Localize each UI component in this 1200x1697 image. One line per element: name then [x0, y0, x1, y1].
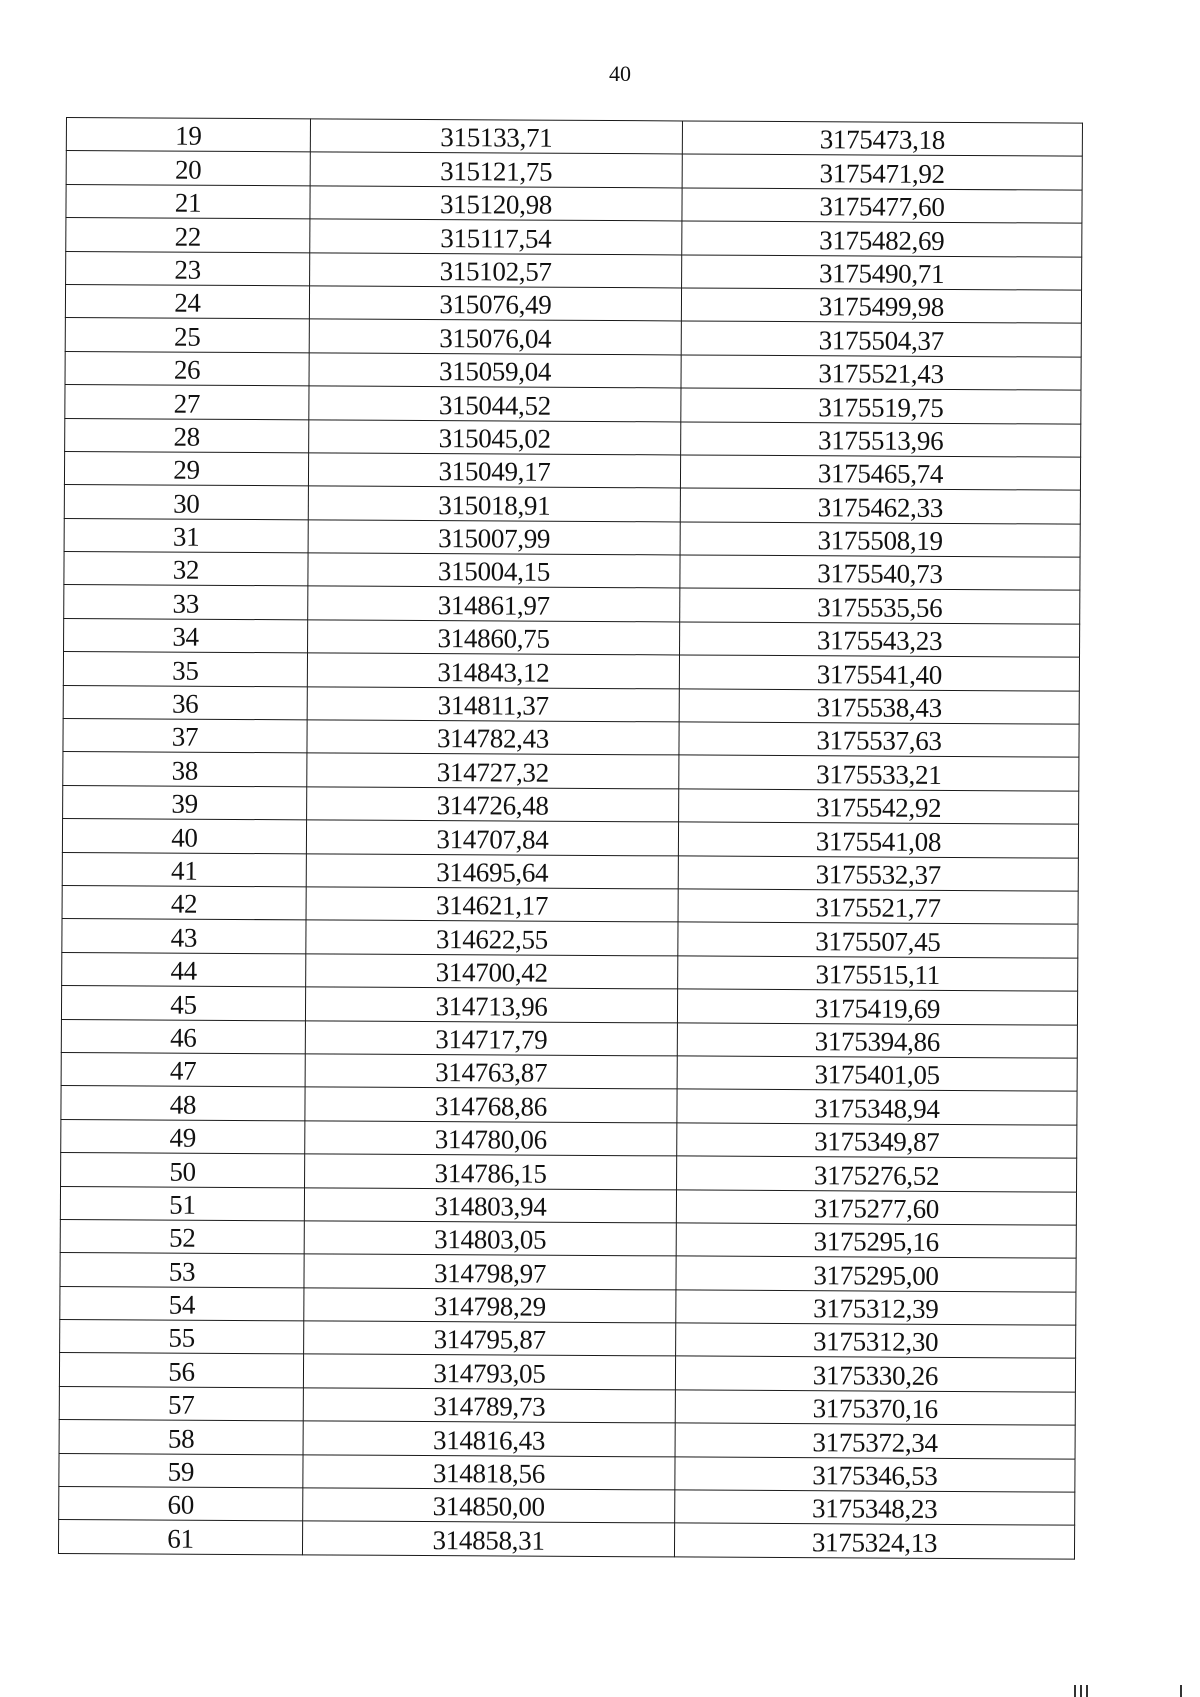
table-row [66, 184, 1082, 223]
point-number-cell: 23 [66, 251, 310, 286]
y-coordinate-cell: 3175348,23 [675, 1490, 1075, 1526]
y-coordinate-cell: 3175295,16 [676, 1223, 1076, 1259]
x-coordinate-cell: 314763,87 [305, 1054, 677, 1089]
y-coordinate-cell: 3175538,43 [679, 689, 1079, 725]
x-coordinate-cell: 314782,43 [307, 720, 679, 755]
scan-edge-marks [1050, 1683, 1190, 1697]
table-row [65, 418, 1081, 457]
x-coordinate-cell: 314803,94 [304, 1187, 676, 1222]
point-number-cell: 61 [58, 1520, 302, 1555]
y-coordinate-cell: 3175419,69 [677, 989, 1077, 1025]
point-number-cell: 19 [66, 118, 310, 153]
coordinates-table-body [58, 118, 1082, 1559]
table-row [65, 385, 1081, 424]
table-row [65, 351, 1081, 390]
table-row [64, 451, 1080, 490]
y-coordinate-cell: 3175532,37 [678, 856, 1078, 892]
table-row [62, 819, 1078, 858]
point-number-cell: 44 [62, 952, 306, 987]
table-row [66, 151, 1082, 190]
y-coordinate-cell: 3175535,56 [680, 588, 1080, 624]
point-number-cell: 42 [62, 885, 306, 920]
point-number-cell: 30 [64, 485, 308, 520]
table-row [59, 1353, 1075, 1392]
y-coordinate-cell: 3175490,71 [682, 255, 1082, 291]
point-number-cell: 50 [61, 1153, 305, 1188]
point-number-cell: 53 [60, 1253, 304, 1288]
x-coordinate-cell: 314700,42 [306, 954, 678, 989]
point-number-cell: 28 [65, 418, 309, 453]
table-row [60, 1320, 1076, 1359]
table-row [65, 318, 1081, 357]
y-coordinate-cell: 3175471,92 [682, 154, 1082, 190]
point-number-cell: 39 [63, 785, 307, 820]
point-number-cell: 43 [62, 919, 306, 954]
point-number-cell: 47 [61, 1052, 305, 1087]
x-coordinate-cell: 315133,71 [310, 119, 682, 154]
point-number-cell: 41 [62, 852, 306, 887]
point-number-cell: 46 [61, 1019, 305, 1054]
x-coordinate-cell: 314816,43 [303, 1421, 675, 1456]
point-number-cell: 52 [60, 1219, 304, 1254]
y-coordinate-cell: 3175370,16 [675, 1390, 1075, 1426]
table-row [65, 284, 1081, 323]
y-coordinate-cell: 3175542,92 [679, 789, 1079, 825]
point-number-cell: 37 [63, 719, 307, 754]
point-number-cell: 29 [64, 451, 308, 486]
y-coordinate-cell: 3175349,87 [677, 1123, 1077, 1159]
x-coordinate-cell: 315049,17 [308, 453, 680, 488]
x-coordinate-cell: 314798,29 [304, 1288, 676, 1323]
x-coordinate-cell: 314803,05 [304, 1221, 676, 1256]
table-row [66, 251, 1082, 290]
y-coordinate-cell: 3175521,77 [678, 889, 1078, 925]
x-coordinate-cell: 314811,37 [307, 686, 679, 721]
point-number-cell: 35 [63, 652, 307, 687]
x-coordinate-cell: 314707,84 [306, 820, 678, 855]
table-row [62, 952, 1078, 991]
point-number-cell: 51 [60, 1186, 304, 1221]
table-row [62, 852, 1078, 891]
table-row [64, 552, 1080, 591]
x-coordinate-cell: 314858,31 [302, 1521, 674, 1556]
table-row [61, 986, 1077, 1025]
point-number-cell: 31 [64, 518, 308, 553]
table-row [59, 1486, 1075, 1525]
x-coordinate-cell: 314622,55 [306, 920, 678, 955]
table-row [61, 1019, 1077, 1058]
coordinates-table [58, 117, 1083, 1559]
x-coordinate-cell: 314789,73 [303, 1388, 675, 1423]
y-coordinate-cell: 3175541,08 [678, 822, 1078, 858]
x-coordinate-cell: 315044,52 [309, 386, 681, 421]
x-coordinate-cell: 314843,12 [307, 653, 679, 688]
y-coordinate-cell: 3175312,39 [676, 1290, 1076, 1326]
x-coordinate-cell: 314795,87 [304, 1321, 676, 1356]
x-coordinate-cell: 314695,64 [306, 853, 678, 888]
table-row [63, 785, 1079, 824]
x-coordinate-cell: 315059,04 [309, 353, 681, 388]
point-number-cell: 54 [60, 1286, 304, 1321]
y-coordinate-cell: 3175533,21 [679, 755, 1079, 791]
page-number: 40 [609, 61, 631, 86]
table-row [62, 885, 1078, 924]
point-number-cell: 24 [65, 284, 309, 319]
table-row [58, 1520, 1074, 1559]
y-coordinate-cell: 3175507,45 [678, 922, 1078, 958]
y-coordinate-cell: 3175540,73 [680, 555, 1080, 591]
y-coordinate-cell: 3175543,23 [680, 622, 1080, 658]
x-coordinate-cell: 315102,57 [310, 252, 682, 287]
point-number-cell: 55 [60, 1320, 304, 1355]
y-coordinate-cell: 3175462,33 [680, 488, 1080, 524]
point-number-cell: 22 [66, 218, 310, 253]
table-row [61, 1086, 1077, 1125]
x-coordinate-cell: 315045,02 [309, 419, 681, 454]
point-number-cell: 57 [59, 1386, 303, 1421]
table-row [60, 1286, 1076, 1325]
x-coordinate-cell: 315007,99 [308, 520, 680, 555]
table-row [63, 719, 1079, 758]
y-coordinate-cell: 3175277,60 [676, 1189, 1076, 1225]
y-coordinate-cell: 3175465,74 [680, 455, 1080, 491]
x-coordinate-cell: 314621,17 [306, 887, 678, 922]
table-row [64, 518, 1080, 557]
y-coordinate-cell: 3175508,19 [680, 522, 1080, 558]
y-coordinate-cell: 3175541,40 [679, 655, 1079, 691]
x-coordinate-cell: 314861,97 [308, 586, 680, 621]
table-row [59, 1386, 1075, 1425]
x-coordinate-cell: 314726,48 [307, 787, 679, 822]
y-coordinate-cell: 3175477,60 [682, 188, 1082, 224]
table-row [60, 1219, 1076, 1258]
point-number-cell: 27 [65, 385, 309, 420]
point-number-cell: 60 [59, 1486, 303, 1521]
table-row [59, 1420, 1075, 1459]
x-coordinate-cell: 314717,79 [305, 1020, 677, 1055]
y-coordinate-cell: 3175521,43 [681, 355, 1081, 391]
y-coordinate-cell: 3175330,26 [675, 1356, 1075, 1392]
y-coordinate-cell: 3175537,63 [679, 722, 1079, 758]
x-coordinate-cell: 314780,06 [305, 1121, 677, 1156]
table-row [61, 1119, 1077, 1158]
y-coordinate-cell: 3175394,86 [677, 1022, 1077, 1058]
x-coordinate-cell: 315018,91 [308, 486, 680, 521]
y-coordinate-cell: 3175312,30 [676, 1323, 1076, 1359]
table-row [66, 218, 1082, 257]
table-row [61, 1052, 1077, 1091]
point-number-cell: 33 [64, 585, 308, 620]
table-row [63, 752, 1079, 791]
table-row [63, 685, 1079, 724]
point-number-cell: 58 [59, 1420, 303, 1455]
y-coordinate-cell: 3175348,94 [677, 1089, 1077, 1125]
point-number-cell: 48 [61, 1086, 305, 1121]
x-coordinate-cell: 314793,05 [303, 1354, 675, 1389]
x-coordinate-cell: 314860,75 [308, 620, 680, 655]
y-coordinate-cell: 3175346,53 [675, 1457, 1075, 1493]
point-number-cell: 25 [65, 318, 309, 353]
y-coordinate-cell: 3175473,18 [682, 121, 1082, 157]
table-row [59, 1453, 1075, 1492]
y-coordinate-cell: 3175401,05 [677, 1056, 1077, 1092]
point-number-cell: 36 [63, 685, 307, 720]
table-row [64, 585, 1080, 624]
y-coordinate-cell: 3175513,96 [681, 421, 1081, 457]
x-coordinate-cell: 315121,75 [310, 152, 682, 187]
point-number-cell: 38 [63, 752, 307, 787]
table-row [66, 118, 1082, 157]
x-coordinate-cell: 315004,15 [308, 553, 680, 588]
table-row [64, 485, 1080, 524]
y-coordinate-cell: 3175504,37 [681, 321, 1081, 357]
point-number-cell: 26 [65, 351, 309, 386]
x-coordinate-cell: 315076,04 [309, 319, 681, 354]
x-coordinate-cell: 314713,96 [305, 987, 677, 1022]
x-coordinate-cell: 314768,86 [305, 1087, 677, 1122]
point-number-cell: 59 [59, 1453, 303, 1488]
point-number-cell: 20 [66, 151, 310, 186]
y-coordinate-cell: 3175519,75 [681, 388, 1081, 424]
point-number-cell: 32 [64, 552, 308, 587]
y-coordinate-cell: 3175482,69 [682, 221, 1082, 257]
y-coordinate-cell: 3175276,52 [677, 1156, 1077, 1192]
x-coordinate-cell: 314818,56 [303, 1454, 675, 1489]
point-number-cell: 49 [61, 1119, 305, 1154]
x-coordinate-cell: 315076,49 [309, 286, 681, 321]
y-coordinate-cell: 3175499,98 [681, 288, 1081, 324]
y-coordinate-cell: 3175372,34 [675, 1423, 1075, 1459]
point-number-cell: 40 [62, 819, 306, 854]
point-number-cell: 45 [61, 986, 305, 1021]
table-row [64, 618, 1080, 657]
x-coordinate-cell: 314798,97 [304, 1254, 676, 1289]
table-row [60, 1253, 1076, 1292]
table-row [63, 652, 1079, 691]
x-coordinate-cell: 314786,15 [305, 1154, 677, 1189]
table-row [62, 919, 1078, 958]
y-coordinate-cell: 3175324,13 [674, 1523, 1074, 1559]
point-number-cell: 21 [66, 184, 310, 219]
point-number-cell: 34 [64, 618, 308, 653]
x-coordinate-cell: 314850,00 [303, 1488, 675, 1523]
table-row [60, 1186, 1076, 1225]
point-number-cell: 56 [59, 1353, 303, 1388]
y-coordinate-cell: 3175295,00 [676, 1256, 1076, 1292]
x-coordinate-cell: 315117,54 [310, 219, 682, 254]
x-coordinate-cell: 315120,98 [310, 186, 682, 221]
x-coordinate-cell: 314727,32 [307, 753, 679, 788]
y-coordinate-cell: 3175515,11 [678, 956, 1078, 992]
table-row [61, 1153, 1077, 1192]
